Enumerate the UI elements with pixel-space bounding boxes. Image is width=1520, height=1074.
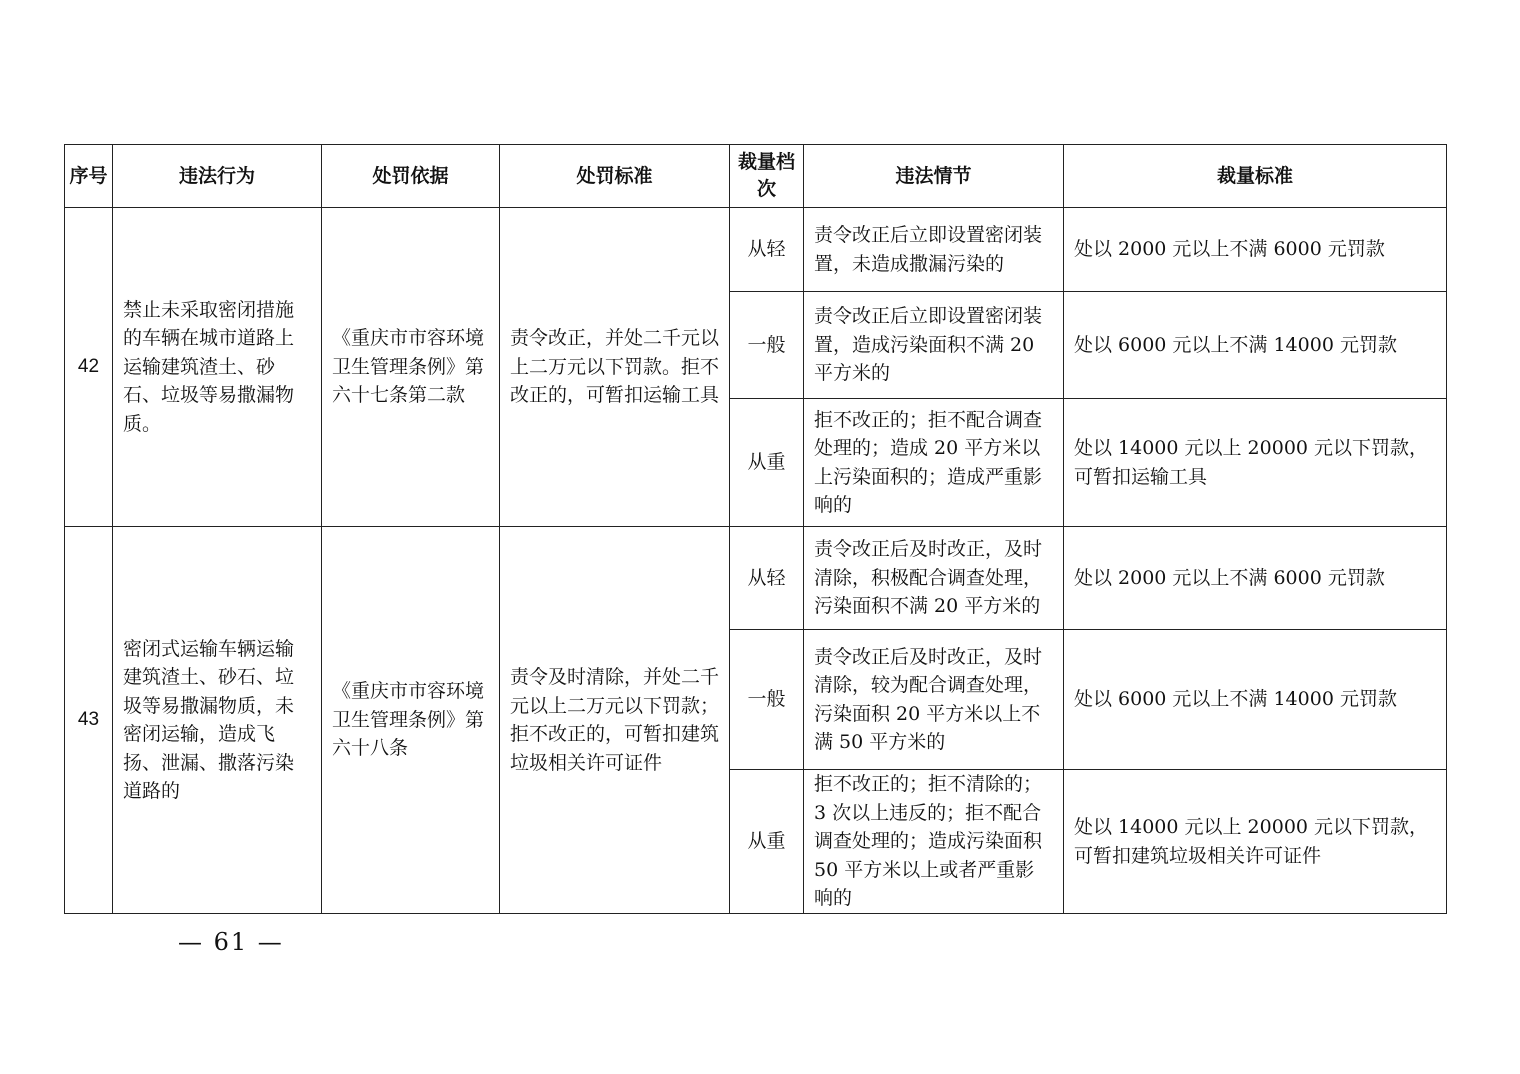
table-row [65, 527, 1447, 630]
row-basis: 《重庆市市容环境卫生管理条例》第六十八条 [322, 527, 500, 914]
tier-standard: 处以 2000 元以上不满 6000 元罚款 [1064, 527, 1447, 630]
tier-circumstance: 责令改正后立即设置密闭装置，未造成撒漏污染的 [804, 208, 1064, 292]
header-discretion-standard: 裁量标准 [1064, 145, 1447, 208]
row-penalty-standard: 责令及时清除，并处二千元以上二万元以下罚款；拒不改正的，可暂扣建筑垃圾相关许可证件 [500, 527, 730, 914]
tier-circumstance: 责令改正后立即设置密闭装置，造成污染面积不满 20 平方米的 [804, 292, 1064, 399]
header-circumstance: 违法情节 [804, 145, 1064, 208]
tier-level: 一般 [730, 630, 804, 770]
tier-circumstance: 拒不改正的；拒不清除的；3 次以上违反的；拒不配合调查处理的；造成污染面积 50 平方米以上或者严重影响的 [804, 770, 1064, 914]
penalty-discretion-table [64, 144, 1447, 914]
tier-circumstance: 责令改正后及时改正，及时清除，积极配合调查处理，污染面积不满 20 平方米的 [804, 527, 1064, 630]
page-number: — 61 — [178, 928, 284, 956]
tier-level: 从轻 [730, 527, 804, 630]
row-behavior: 密闭式运输车辆运输建筑渣土、砂石、垃圾等易撒漏物质，未密闭运输，造成飞扬、泄漏、撒落污染道路的 [113, 527, 322, 914]
tier-circumstance: 拒不改正的；拒不配合调查处理的；造成 20 平方米以上污染面积的；造成严重影响的 [804, 399, 1064, 527]
header-seq: 序号 [65, 145, 113, 208]
row-seq: 42 [65, 208, 113, 527]
header-basis: 处罚依据 [322, 145, 500, 208]
tier-circumstance: 责令改正后及时改正，及时清除，较为配合调查处理，污染面积 20 平方米以上不满 50 平方米的 [804, 630, 1064, 770]
header-penalty-standard: 处罚标准 [500, 145, 730, 208]
tier-level: 一般 [730, 292, 804, 399]
row-behavior: 禁止未采取密闭措施的车辆在城市道路上运输建筑渣土、砂石、垃圾等易撒漏物质。 [113, 208, 322, 527]
tier-level: 从轻 [730, 208, 804, 292]
tier-standard: 处以 14000 元以上 20000 元以下罚款，可暂扣运输工具 [1064, 399, 1447, 527]
header-level: 裁量档次 [730, 145, 804, 208]
row-basis: 《重庆市市容环境卫生管理条例》第六十七条第二款 [322, 208, 500, 527]
tier-standard: 处以 2000 元以上不满 6000 元罚款 [1064, 208, 1447, 292]
tier-level: 从重 [730, 770, 804, 914]
tier-standard: 处以 6000 元以上不满 14000 元罚款 [1064, 292, 1447, 399]
tier-level: 从重 [730, 399, 804, 527]
row-penalty-standard: 责令改正，并处二千元以上二万元以下罚款。拒不改正的，可暂扣运输工具 [500, 208, 730, 527]
tier-standard: 处以 14000 元以上 20000 元以下罚款，可暂扣建筑垃圾相关许可证件 [1064, 770, 1447, 914]
header-behavior: 违法行为 [113, 145, 322, 208]
table-header-row [65, 145, 1447, 208]
row-seq: 43 [65, 527, 113, 914]
tier-standard: 处以 6000 元以上不满 14000 元罚款 [1064, 630, 1447, 770]
table-row [65, 208, 1447, 292]
